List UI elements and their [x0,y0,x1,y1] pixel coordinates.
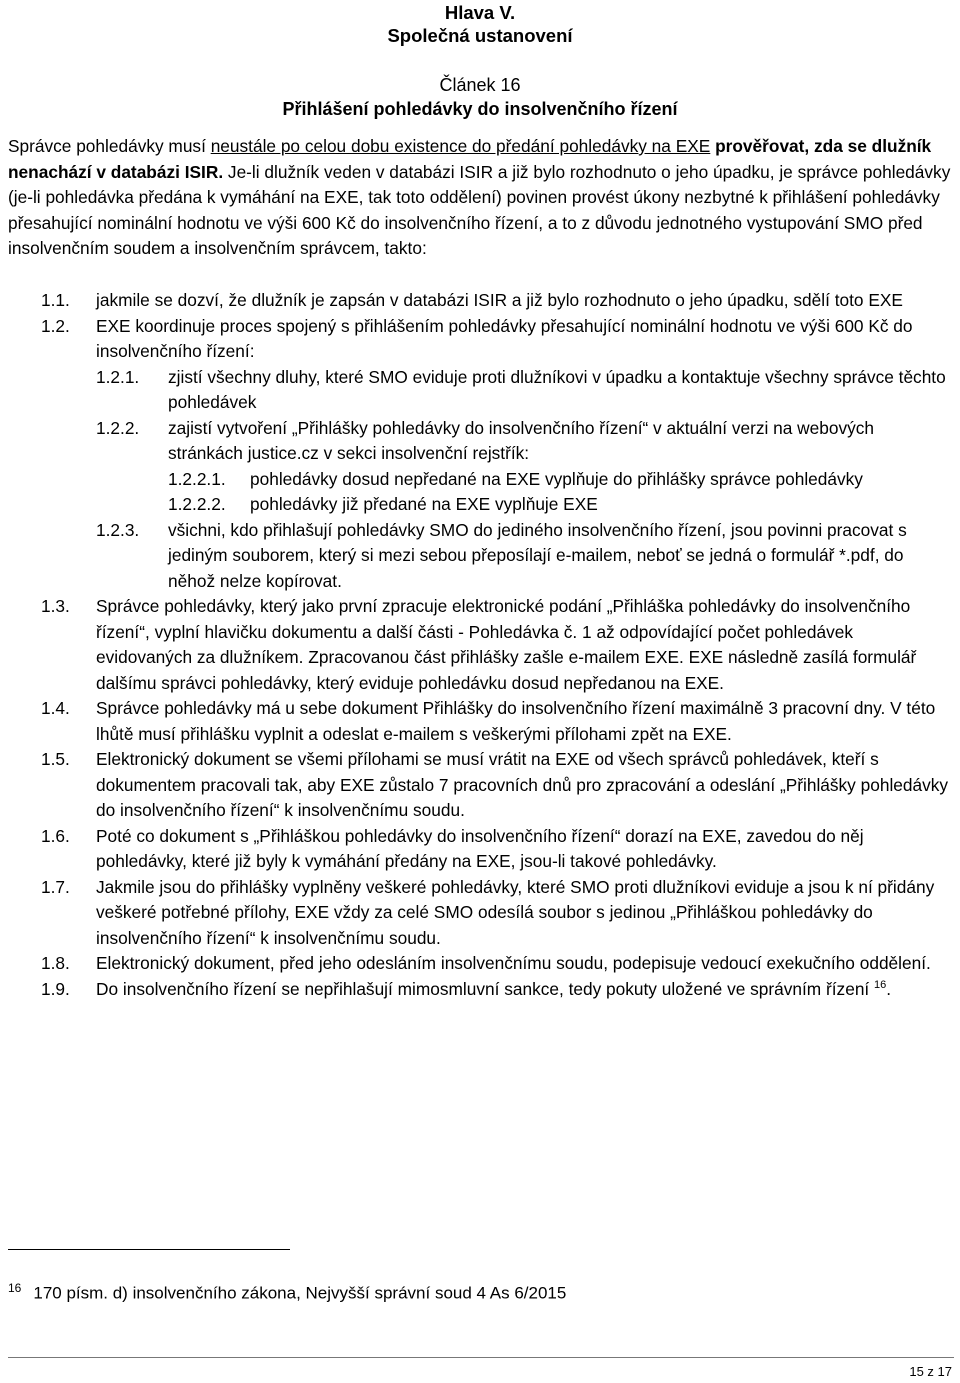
item-text-end: . [886,978,892,999]
article-title: Přihlášení pohledávky do insolvenčního řízení [282,99,678,119]
item-number: 1.6. [41,825,70,846]
intro-underlined-text: neustále po celou dobu existence do předání pohledávky na EXE [210,136,711,156]
item-number: 1.2.2. [96,417,140,438]
provision-list [8,288,953,1002]
item-text: všichni, kdo přihlašují pohledávky SMO do jediného insolvenčního řízení, jsou povinni pracovat s jediným souborem, který si mezi sebou přeposílají e-mailem, neboť se jedná o formulář *.pdf, do něhož nelze kopírovat. [168,519,907,591]
item-number: 1.2.2.1. [168,468,226,489]
item-text: pohledávky dosud nepředané na EXE vyplňuje do přihlášky správce pohledávky [250,468,863,489]
article-number: Článek 16 [439,75,521,95]
item-number: 1.3. [41,596,70,616]
list-item [8,314,953,365]
list-item [8,875,953,952]
item-number: 1.2. [41,315,70,336]
item-number: 1.8. [41,953,70,973]
item-text: pohledávky již předané na EXE vyplňuje EXE [250,494,598,514]
item-number: 1.4. [41,698,70,718]
list-item [96,416,953,467]
item-number: 1.2.2.2. [168,494,226,514]
item-text: zjistí všechny dluhy, které SMO eviduje proti dlužníkovi v úpadku a kontaktuje všechny správce těchto pohledávek [168,366,946,412]
item-text: Elektronický dokument se všemi přílohami se musí vrátit na EXE od všech správců pohledávek, kteří s dokumentem pracovali tak, aby EXE zůstalo 7 pracovních dnů pro zpracování a odeslání „Přihlášky pohledávky do insolvenčního řízení“ k insolvenčnímu soudu. [96,749,949,820]
list-item [168,492,953,518]
item-number: 1.9. [41,978,70,999]
list-item [8,824,953,875]
list-item [168,467,953,493]
footnote-mark: 16 [8,1281,22,1295]
footnote [8,1276,566,1306]
item-number: 1.2.3. [96,519,140,540]
item-text-with-footnote [96,977,953,1003]
list-item [96,365,953,416]
item-text: Jakmile jsou do přihlášky vyplněny veškeré pohledávky, které SMO proti dlužníkovi eviduje a jsou k ní přidány veškeré potřebné přílohy, EXE vždy za celé SMO odesílá soubor s jedinou „Přihláškou pohledávky do insolvenčního řízení“ k insolvenčnímu soudu. [96,876,935,948]
list-item [96,518,953,595]
item-text: Správce pohledávky, který jako první zpracuje elektronické podání „Přihláška pohledávky do insolvenčního řízení“, vyplní hlavičku dokumentu a další části - Pohledávka č. 1 až odpovídající počet pohledávek evidovaných za dlužníkem. Zpracovanou část přihlášky zašle e-mailem EXE. EXE následně zasílá formulář dalšímu správci pohledávky, který eviduje pohledávku dosud nepředanou na EXE. [96,596,917,693]
intro-bold-text: prověřovat, zda se dlužník nenachází v databázi ISIR. [8,136,932,182]
intro-paragraph [8,134,953,262]
footnote-separator [8,1249,290,1250]
intro-text-rest: Je-li dlužník veden v databázi ISIR a již bylo rozhodnuto o jeho úpadku, je správce pohledávky (je-li pohledávka předána k vymáhání na EXE, tak toto oddělení) povinen provést úkony nezbytné k přihlášení pohledávky přesahující nominální hodnotu ve výši 600 Kč do insolvenčního řízení, a to z důvodu jednotného vystupování SMO před insolvenčním soudem a insolvenčním správcem, takto: [8,161,951,258]
list-item [8,696,953,747]
item-number: 1.7. [41,876,70,897]
footnote-text: 170 písm. d) insolvenčního zákona, Nejvyšší správní soud 4 As 6/2015 [33,1283,567,1303]
list-item [8,594,953,696]
item-text: EXE koordinuje proces spojený s přihlášením pohledávky přesahující nominální hodnotu ve výši 600 Kč do insolvenčního řízení: [96,315,913,361]
item-text: jakmile se dozví, že dlužník je zapsán v databázi ISIR a již bylo rozhodnuto o jeho úpadku, sdělí toto EXE [96,290,903,310]
page-number: 15 z 17 [909,1364,952,1379]
item-text: Do insolvenčního řízení se nepřihlašují mimosmluvní sankce, tedy pokuty uložené ve správním řízení [96,978,870,999]
item-text: Správce pohledávky má u sebe dokument Přihlášky do insolvenčního řízení maximálně 3 pracovní dny. V této lhůtě musí přihlášku vyplnit a odeslat e-mailem s veškerými přílohami zpět na EXE. [96,698,936,744]
list-item [8,951,953,977]
item-text: Poté co dokument s „Přihláškou pohledávky do insolvenčního řízení“ dorazí na EXE, zavedou do něj pohledávky, které již byly k vymáhání předány na EXE, jsou-li takové pohledávky. [96,825,864,871]
list-item [8,288,953,314]
item-number: 1.5. [41,749,70,769]
footnote-reference[interactable]: 16 [874,978,887,991]
item-number: 1.2.1. [96,366,140,387]
intro-text: Správce pohledávky musí [8,136,211,156]
list-item [8,747,953,824]
item-text: zajistí vytvoření „Přihlášky pohledávky do insolvenčního řízení“ v aktuální verzi na webových stránkách justice.cz v sekci insolvenční rejstřík: [168,417,874,463]
chapter-title: Společná ustanovení [387,25,573,46]
item-text: Elektronický dokument, před jeho odesláním insolvenčnímu soudu, podepisuje vedoucí exekučního oddělení. [96,953,931,973]
chapter-number: Hlava V. [444,2,516,23]
page-footer-divider [8,1357,954,1358]
item-number: 1.1. [41,290,70,310]
list-item [8,977,953,1003]
